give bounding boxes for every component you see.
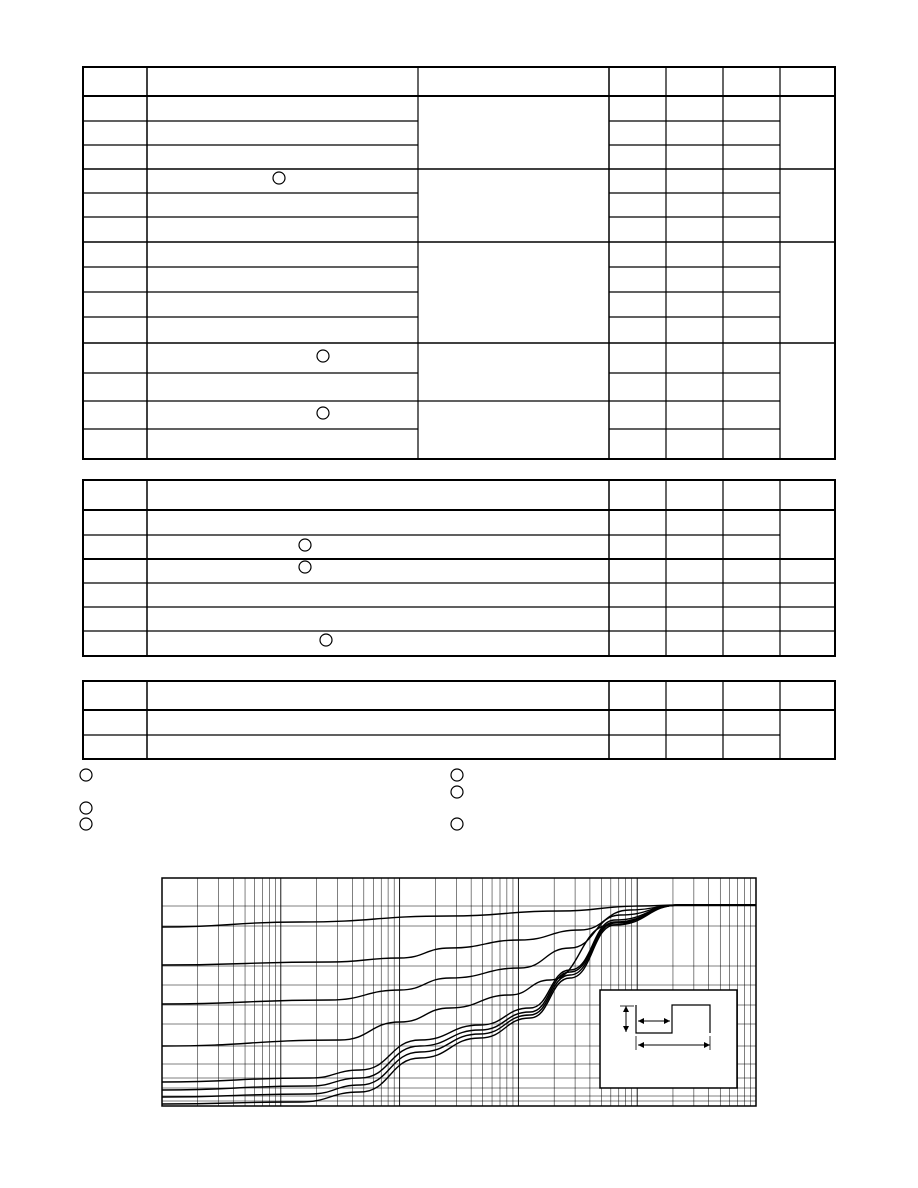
- note-1-marker-icon: [80, 769, 92, 781]
- switching-characteristics-table: [83, 480, 835, 656]
- note-marker-icon: [273, 172, 285, 184]
- electrical-characteristics-table: [83, 67, 835, 459]
- note-2-marker-icon: [80, 802, 92, 814]
- table2-border: [83, 480, 835, 656]
- note-4-marker-icon: [451, 769, 463, 781]
- note-5-marker-icon: [451, 786, 463, 798]
- inset-box: [600, 990, 737, 1088]
- table3-border: [83, 681, 835, 759]
- notes-section: [80, 769, 463, 830]
- note-marker-icon: [299, 539, 311, 551]
- note-marker-icon: [320, 634, 332, 646]
- pulse-waveform-inset: [600, 990, 737, 1088]
- transient-thermal-impedance-chart: [162, 878, 756, 1106]
- chart-series-line-3: [162, 905, 756, 1004]
- thermal-characteristics-table: [83, 681, 835, 759]
- chart-series-line-1: [162, 905, 756, 927]
- note-6-marker-icon: [451, 818, 463, 830]
- note-marker-icon: [299, 561, 311, 573]
- note-marker-icon: [317, 350, 329, 362]
- note-marker-icon: [317, 407, 329, 419]
- table1-border: [83, 67, 835, 459]
- chart-series-line-2: [162, 905, 756, 965]
- note-3-marker-icon: [80, 818, 92, 830]
